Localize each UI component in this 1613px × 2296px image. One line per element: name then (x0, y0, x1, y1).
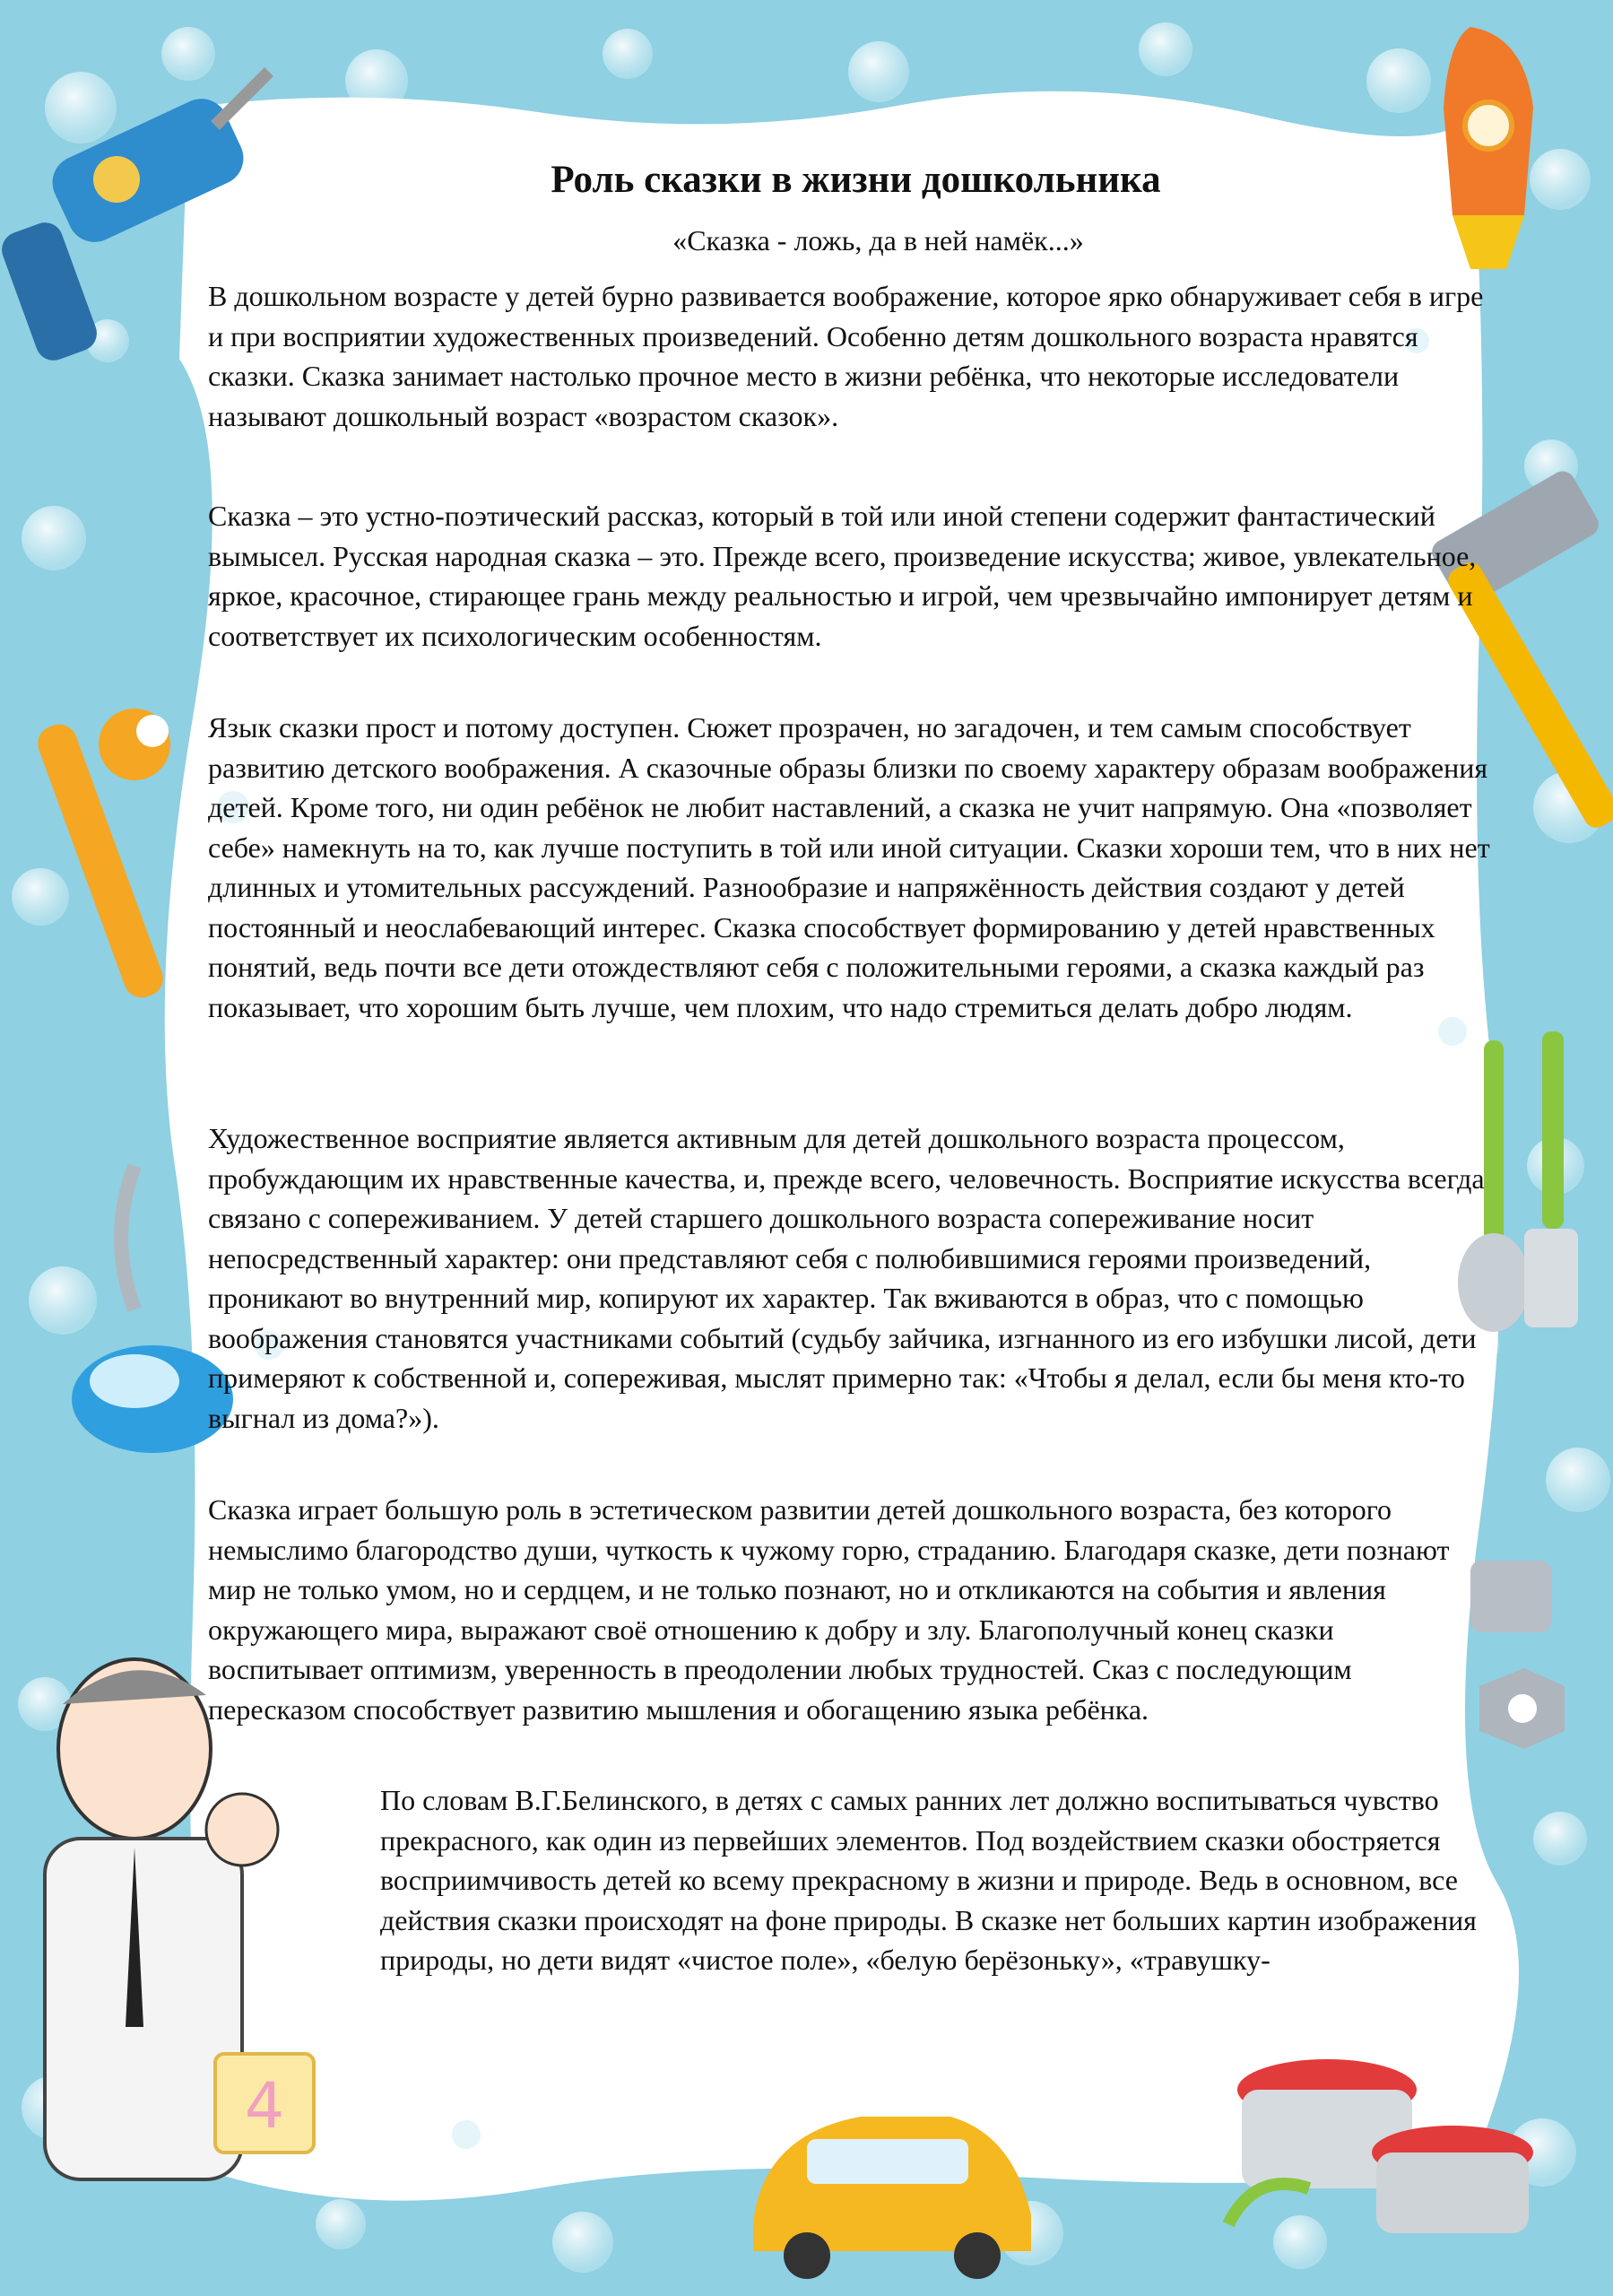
paragraph: По словам В.Г.Белинского, в детях с самых ранних лет должно воспитываться чувство прекрасного, как один из первейших элементов. Под воздействием сказки обостряется восприимчивость детей ко всему прекрасному в жизни и природе. Ведь в основном, все действия сказки происходят на фоне природы. В сказке нет больших картин изображения природы, но дети видят «чистое поле», «белую берёзоньку», «травушку- (380, 1784, 1477, 1976)
paragraph: Художественное восприятие является активным для детей дошкольного возраста процессом, пробуждающим их нравственные качества, и, прежде всего, человечность. Восприятие искусства всегда связано с сопереживанием. У детей старшего дошкольного возраста сопереживание носит непосредственный характер: они представляют себя с полюбившимися героями произведений, проникают во внутренний мир, копируют их характер. Так вживаются в образ, что с помощью воображения становятся участниками событий (судьбу зайчика, изгнанного из его избушки лисой, дети примеряют к собственной и, сопереживая, мыслят примерно так: «Чтобы я делал, если бы меня кто-то выгнал из дома?»). (208, 1122, 1485, 1434)
block-illustration (215, 2054, 314, 2152)
page-title: Роль сказки в жизни дошкольника (551, 159, 1161, 201)
paragraph: Сказка играет большую роль в эстетическом развитии детей дошкольного возраста, без которого немыслимо благородство души, чуткость к чужому горю, страданию. Благодаря сказке, дети познают мир не только умом, но и сердцем, и не только познают, но и откликаются на события и явления окружающего мира, выражают своё отношению к добру и злу. Благополучный конец сказки воспитывает оптимизм, уверенность в преодолении любых трудностей. Сказ с последующим пересказом способствует развитию мышления и обогащению языка ребёнка. (208, 1493, 1450, 1726)
epigraph: «Сказка - ложь, да в ней намёк...» (672, 224, 1084, 257)
paragraph: Сказка – это устно-поэтический рассказ, который в той или иной степени содержит фантастический вымысел. Русская народная сказка – это. Прежде всего, произведение искусства; живое, увлекательное, яркое, красочное, стирающее грань между реальностью и игрой, чем чрезвычайно импонирует детям и соответствует их психологическим особенностям. (208, 500, 1477, 652)
paragraph: В дошкольном возрасте у детей бурно развивается воображение, которое ярко обнаруживает себя в игре и при восприятии художественных произведений. Особенно детям дошкольного возраста нравятся сказки. Сказка занимает настолько прочное место в жизни ребёнка, что некоторые исследователи называют дошкольный возраст «возрастом сказок». (208, 280, 1484, 432)
svg-text:4: 4 (244, 2069, 285, 2143)
paragraph: Язык сказки прост и потому доступен. Сюжет прозрачен, но загадочен, и тем самым способствует развитию детского воображения. А сказочные образы близки по своему характеру образам воображения детей. Кроме того, ни один ребёнок не любит наставлений, а сказка не учит напрямую. Она «позволяет себе» намекнуть на то, как лучше поступить в той или иной ситуации. Сказки хороши тем, что в них нет длинных и утомительных рассуждений. Разнообразие и напряжённость действия создают у детей постоянный и неослабевающий интерес. Сказка способствует формированию у детей нравственных понятий, ведь почти все дети отождествляют себя с положительными героями, а сказка каждый раз показывает, что хорошим быть лучше, чем плохим, что надо стремиться делать добро людям. (208, 711, 1490, 1023)
